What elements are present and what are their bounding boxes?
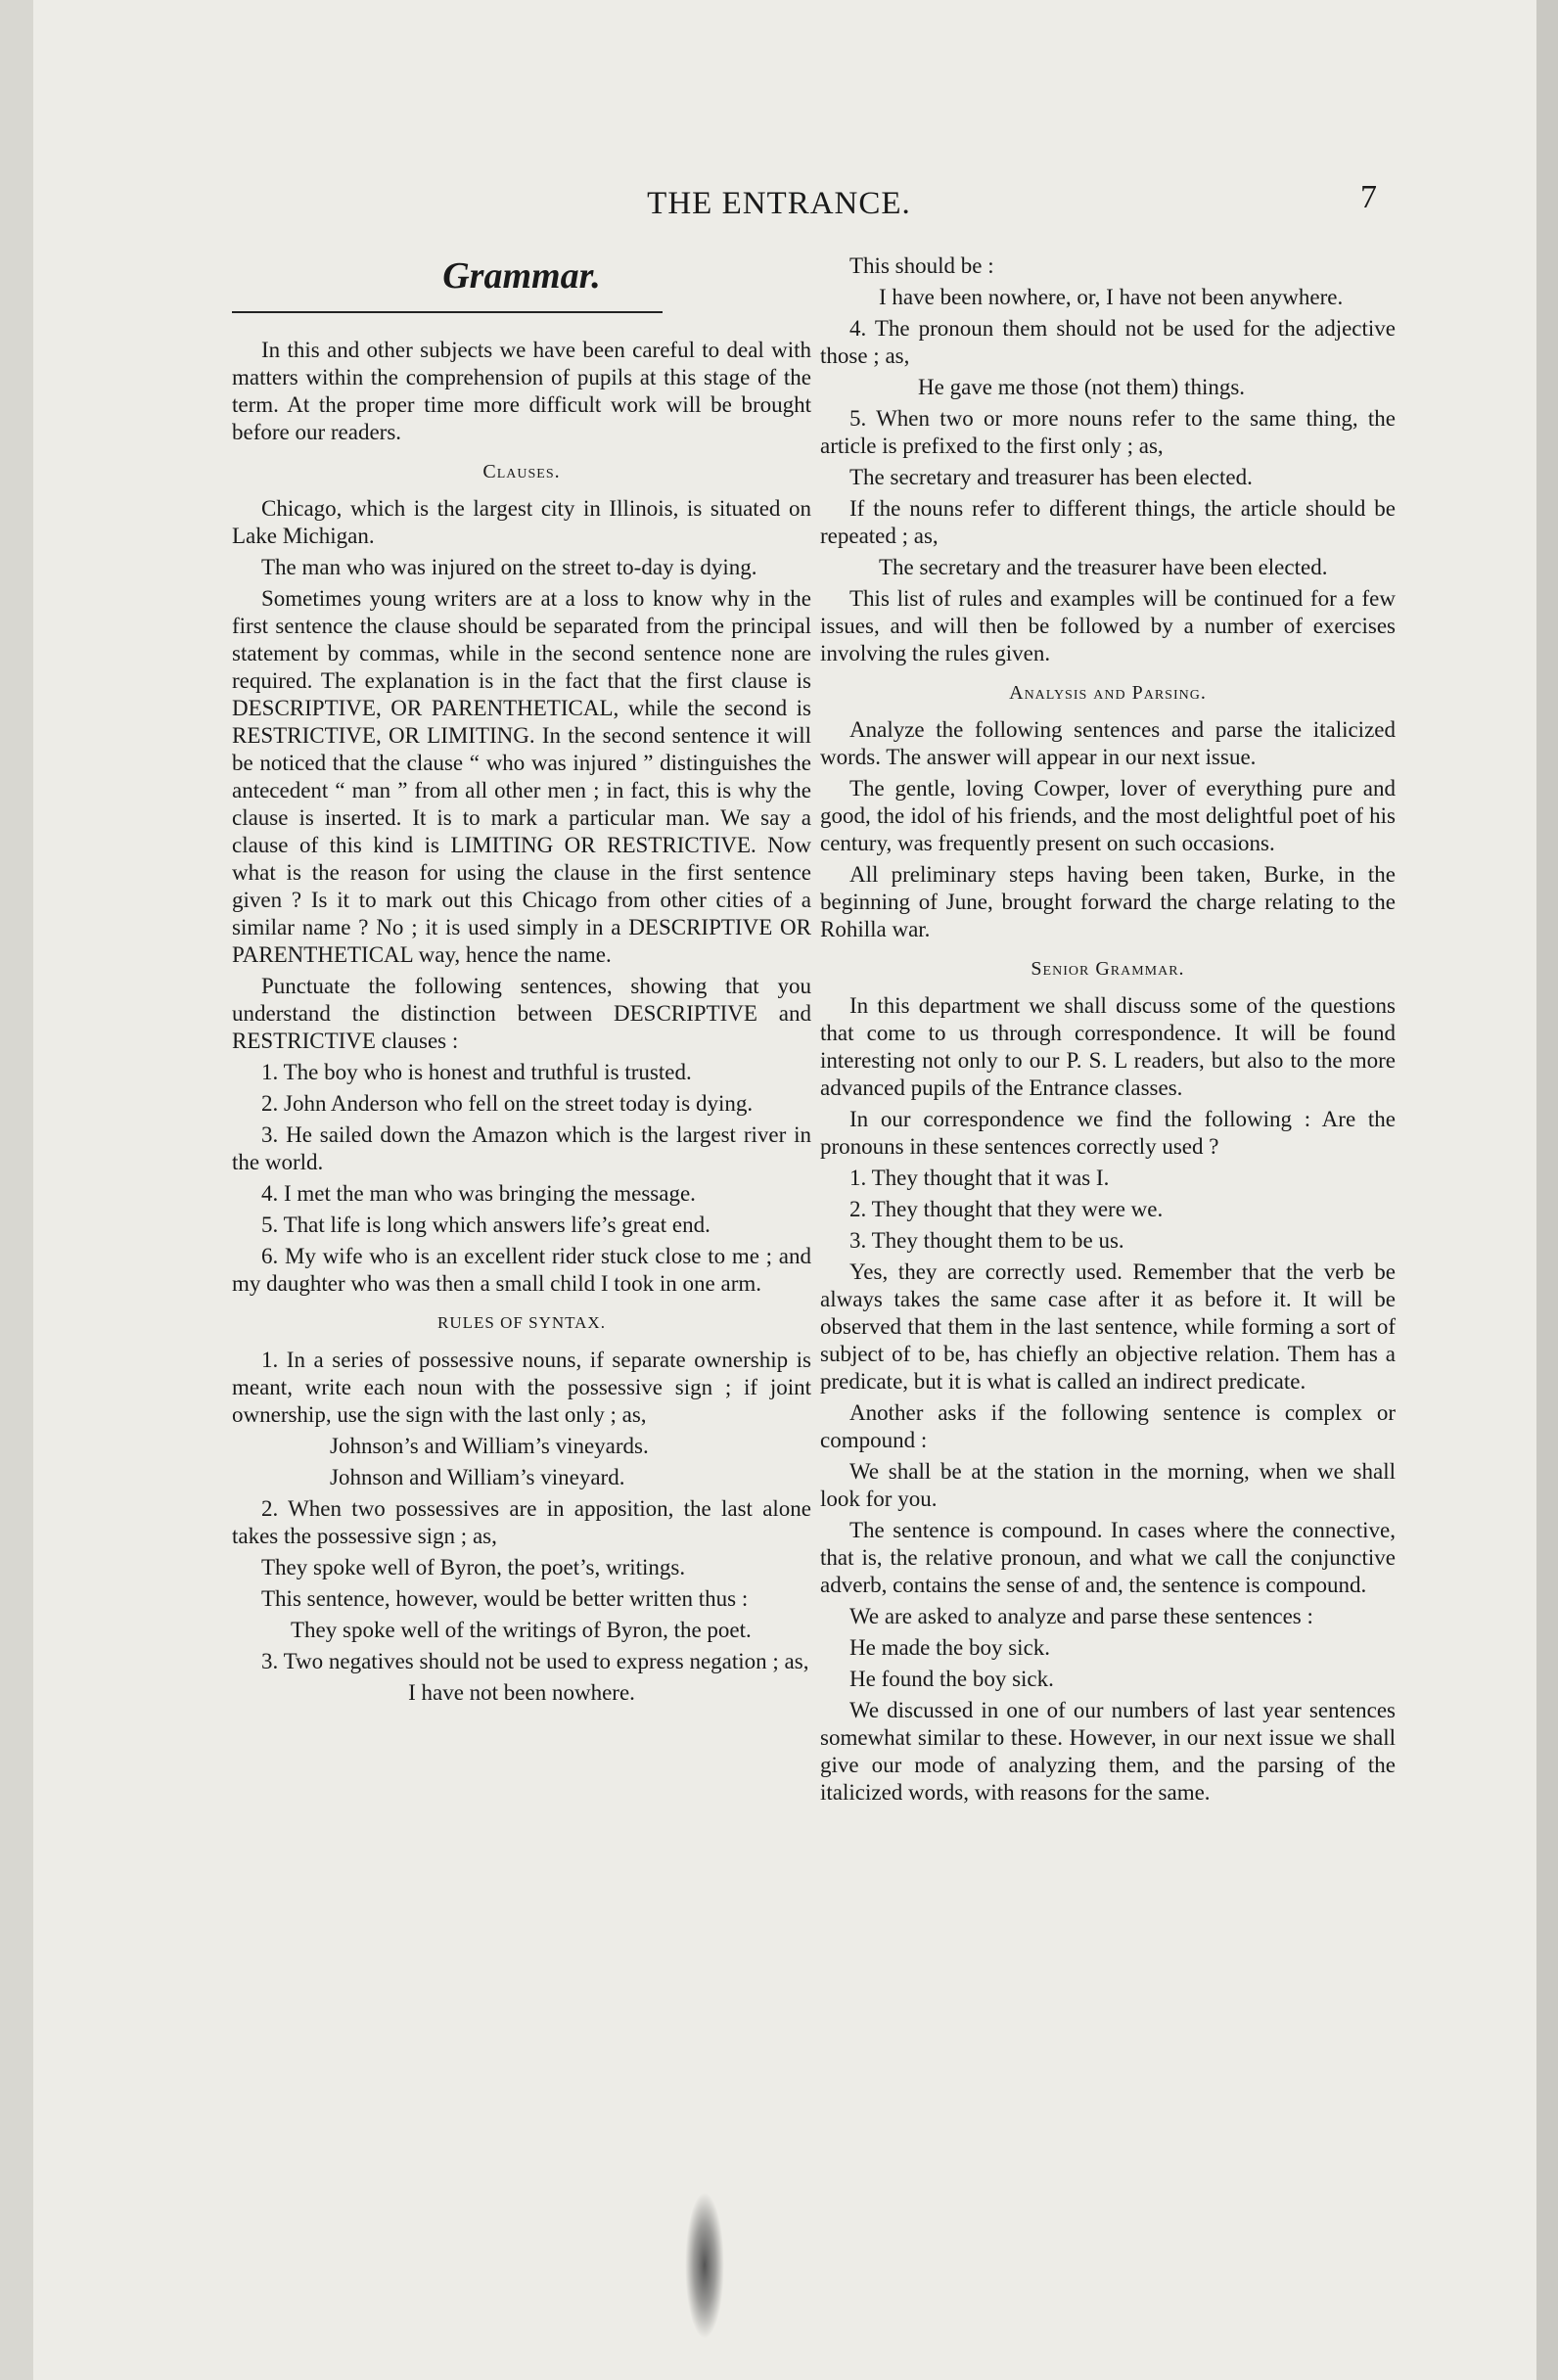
example-sentence: The man who was injured on the street to-day is dying. — [261, 555, 757, 579]
subheading-clauses: Clauses. — [482, 461, 561, 482]
question-item: 2. They thought that they were we. — [849, 1197, 1164, 1221]
example-sentence: He made the boy sick. — [849, 1635, 1051, 1660]
exercise-instructions: Punctuate the following sentences, showing that you understand the distinction between DESCRIPTIVE and RESTRICTIVE clauses : — [232, 974, 811, 1053]
rule-item: 1. In a series of possessive nouns, if separate ownership is meant, write each noun with the possessive sign ; if joint ownership, use the sign with the last only ; as, — [232, 1348, 811, 1427]
paragraph: In this department we shall discuss some of the questions that come to us through correspondence. It will be found interesting not only to our P. S. L readers, but also to the more advanced pupils of the Entrance classes. — [820, 993, 1396, 1100]
paragraph: Analyze the following sentences and parse the italicized words. The answer will appear in our next issue. — [820, 717, 1396, 769]
exercise-item: 3. He sailed down the Amazon which is the largest river in the world. — [232, 1122, 811, 1174]
rule-example: They spoke well of Byron, the poet’s, writings. — [261, 1555, 686, 1579]
exercise-item: 1. The boy who is honest and truthful is trusted. — [261, 1060, 692, 1084]
page-left-edge — [0, 0, 33, 2380]
subheading-rules-of-syntax: RULES OF SYNTAX. — [437, 1313, 606, 1332]
rule-example: Johnson and William’s vineyard. — [330, 1465, 625, 1489]
running-header: THE ENTRANCE. — [647, 186, 911, 221]
rule-example: They spoke well of the writings of Byron, the poet. — [291, 1618, 752, 1642]
rule-note: This sentence, however, would be better written thus : — [261, 1586, 749, 1611]
subheading-analysis-and-parsing: Analysis and Parsing. — [1009, 682, 1207, 704]
exercise-item: 2. John Anderson who fell on the street today is dying. — [261, 1091, 754, 1116]
explanation-paragraph: Sometimes young writers are at a loss to know why in the first sentence the clause should be separated from the principal statement by commas, while in the second sentence none are required. The explanation is in the fact that the first clause is DESCRIPTIVE, OR PARENTHETICAL, while the second is RESTRICTIVE, OR LIMITING. In the second sentence it will be noticed that the clause “ who was injured ” distinguishes the antecedent “ man ” from all other men ; in fact, this is why the clause is inserted. It is to mark a particular man. We say a clause of this kind is LIMITING OR RESTRICTIVE. Now what is the reason for using the clause in the first sentence given ? Is it to mark out this Chicago from other cities of a similar name ? No ; it is used simply in a DESCRIPTIVE OR PARENTHETICAL way, hence the name. — [232, 586, 811, 967]
rule-item: 3. Two negatives should not be used to express negation ; as, — [261, 1649, 809, 1673]
page-right-edge — [1536, 0, 1558, 2380]
paragraph: Yes, they are correctly used. Remember that the verb be always takes the same case after it as before it. It will be observed that them in the last sentence, while forming a sort of subject of to be, has chiefly an objective relation. Them has a predicate, but it is what is called an indirect predicate. — [820, 1259, 1396, 1394]
exercise-item: 5. That life is long which answers life’s great end. — [261, 1213, 710, 1237]
example-sentence: Chicago, which is the largest city in Illinois, is situated on Lake Michigan. — [232, 496, 811, 548]
exercise-item: 6. My wife who is an excellent rider stuck close to me ; and my daughter who was then a small child I took in one arm. — [232, 1244, 811, 1296]
rule-item: 2. When two possessives are in apposition, the last alone takes the possessive sign ; as, — [232, 1496, 811, 1548]
question-item: 3. They thought them to be us. — [849, 1228, 1124, 1253]
example-sentence: He found the boy sick. — [849, 1667, 1054, 1691]
rule-example: The secretary and treasurer has been elected. — [849, 465, 1253, 489]
paragraph: This should be : — [849, 253, 994, 278]
exercise-sentence: All preliminary steps having been taken, Burke, in the beginning of June, brought forward the charge relating to the Rohilla war. — [820, 862, 1396, 941]
rule-item: 4. The pronoun them should not be used for the adjective those ; as, — [820, 316, 1396, 368]
subheading-senior-grammar: Senior Grammar. — [1031, 958, 1185, 980]
paragraph: Another asks if the following sentence is complex or compound : — [820, 1400, 1396, 1452]
ink-stain — [685, 2192, 724, 2339]
question-item: 1. They thought that it was I. — [849, 1166, 1110, 1190]
paragraph: The sentence is compound. In cases where the connective, that is, the relative pronoun, and what we call the conjunctive adverb, contains the sense of and, the sentence is compound. — [820, 1518, 1396, 1597]
intro-paragraph: In this and other subjects we have been careful to deal with matters within the comprehension of pupils at this stage of the term. At the proper time more difficult work will be brought before our readers. — [232, 338, 811, 444]
rule-example: I have not been nowhere. — [408, 1680, 635, 1705]
rule-example: The secretary and the treasurer have been elected. — [879, 555, 1328, 579]
left-column — [232, 252, 811, 1711]
rule-example: Johnson’s and William’s vineyards. — [330, 1434, 649, 1458]
paragraph: In our correspondence we find the following : Are the pronouns in these sentences correctly used ? — [820, 1107, 1396, 1159]
page-number: 7 — [1360, 179, 1377, 215]
rule-example: I have been nowhere, or, I have not been anywhere. — [879, 285, 1344, 309]
paragraph: We are asked to analyze and parse these sentences : — [849, 1604, 1313, 1628]
rule-item: 5. When two or more nouns refer to the same thing, the article is prefixed to the first only ; as, — [820, 406, 1396, 458]
title-rule — [232, 311, 663, 313]
paragraph: We discussed in one of our numbers of last year sentences somewhat similar to these. However, in our next issue we shall give our mode of analyzing them, and the parsing of the italicized words, with reasons for the same. — [820, 1698, 1396, 1805]
exercise-item: 4. I met the man who was bringing the message. — [261, 1181, 696, 1206]
right-column — [820, 252, 1396, 1810]
example-sentence: We shall be at the station in the morning, when we shall look for you. — [820, 1459, 1396, 1511]
rule-note: If the nouns refer to different things, the article should be repeated ; as, — [820, 496, 1396, 548]
rule-example: He gave me those (not them) things. — [918, 375, 1246, 399]
paragraph: This list of rules and examples will be continued for a few issues, and will then be followed by a number of exercises involving the rules given. — [820, 586, 1396, 665]
exercise-sentence: The gentle, loving Cowper, lover of everything pure and good, the idol of his friends, and the most delightful poet of his century, was frequently present on such occasions. — [820, 776, 1396, 855]
section-title-grammar: Grammar. — [442, 255, 601, 297]
